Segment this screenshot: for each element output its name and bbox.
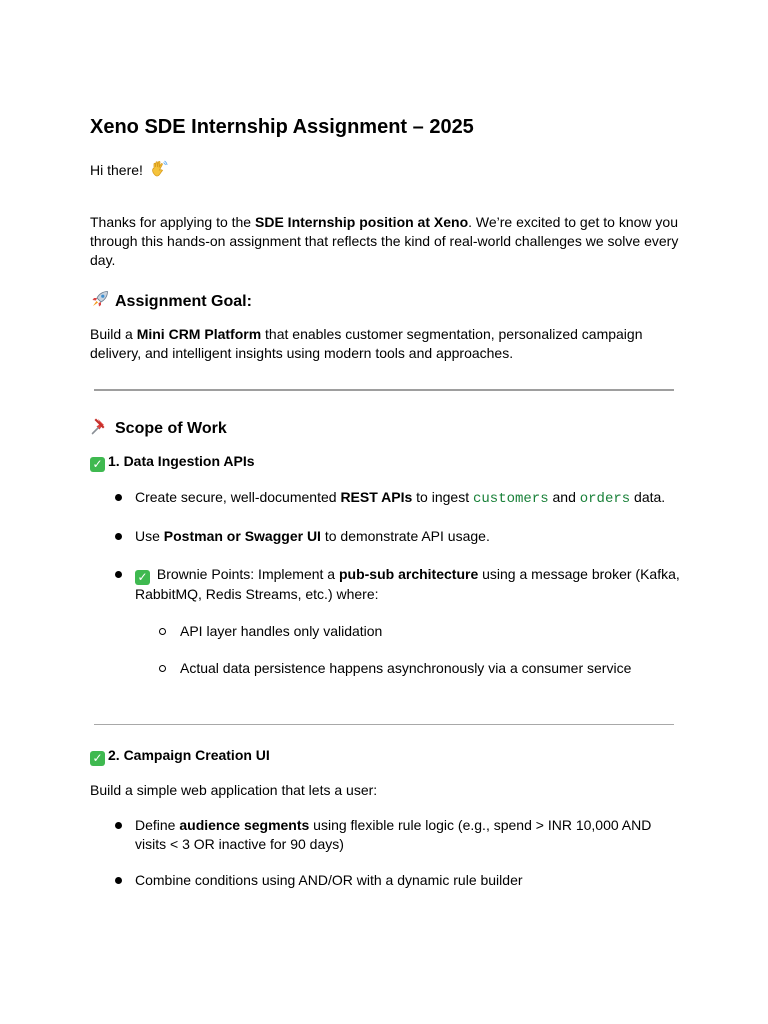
- intro-text-start: Thanks for applying to the: [90, 214, 255, 230]
- scope-heading: [90, 416, 227, 441]
- intro-bold-text: SDE Internship position at Xeno: [255, 214, 469, 230]
- data-ingestion-heading: [90, 453, 255, 472]
- bullet-icon: [115, 571, 122, 578]
- pushpin-icon: [90, 416, 110, 441]
- sub-list-item: API layer handles only validation: [180, 623, 383, 639]
- list-item-text: Create secure, well-documented: [135, 489, 341, 505]
- code-customers: customers: [472, 491, 549, 507]
- sub-list-item: Actual data persistence happens asynchronously via a consumer service: [180, 660, 632, 676]
- list-item-text: Define: [135, 817, 180, 833]
- list-item-bold: pub-sub architecture: [338, 566, 479, 582]
- list-item: [135, 488, 665, 509]
- list-item: [135, 816, 665, 854]
- sub-bullet-icon: [159, 665, 166, 672]
- list-item-text: Use: [135, 528, 164, 544]
- campaign-creation-heading-text: 2. Campaign Creation UI: [108, 747, 270, 763]
- check-mark-box-icon: ✓: [90, 751, 105, 766]
- list-item-text: to demonstrate API usage.: [320, 528, 490, 544]
- greeting: [90, 160, 168, 183]
- list-item-text: Brownie Points: Implement a: [153, 566, 339, 582]
- scope-heading-text: Scope of Work: [115, 420, 227, 437]
- assignment-goal-heading-text: Assignment Goal:: [115, 293, 252, 310]
- code-orders: orders: [579, 491, 631, 507]
- list-item: [135, 527, 490, 546]
- intro-paragraph: [90, 213, 680, 270]
- campaign-intro: Build a simple web application that lets a user:: [90, 782, 378, 798]
- horizontal-divider: [94, 389, 674, 391]
- list-item: Combine conditions using AND/OR with a dynamic rule builder: [135, 872, 523, 888]
- check-mark-box-icon: ✓: [135, 570, 150, 585]
- goal-text-start: Build a: [90, 326, 137, 342]
- bullet-icon: [115, 533, 122, 540]
- list-item-text: data.: [630, 489, 666, 505]
- list-item: [135, 565, 680, 604]
- document-title: Xeno SDE Internship Assignment – 2025: [90, 116, 474, 138]
- goal-text-end: that enables customer segmentation, personalized campaign delivery, and intelligent insights using modern tools and approaches.: [90, 326, 643, 361]
- list-item-text: using a message broker (Kafka, RabbitMQ, Redis Streams, etc.) where:: [135, 566, 680, 602]
- bullet-icon: [115, 877, 122, 884]
- list-item-text: to ingest: [412, 489, 473, 505]
- goal-paragraph: [90, 325, 680, 363]
- check-mark-box-icon: ✓: [90, 457, 105, 472]
- list-item-text: using flexible rule logic (e.g., spend > INR 10,000 AND visits < 3 OR inactive for 90 days): [135, 817, 652, 852]
- bullet-icon: [115, 822, 122, 829]
- campaign-creation-heading: [90, 747, 270, 766]
- horizontal-divider: [94, 724, 674, 725]
- sub-bullet-icon: [159, 628, 166, 635]
- goal-bold-text: Mini CRM Platform: [136, 326, 262, 342]
- greeting-text: Hi there!: [90, 162, 143, 178]
- data-ingestion-heading-text: 1. Data Ingestion APIs: [108, 453, 255, 469]
- rocket-icon: [90, 289, 110, 314]
- assignment-goal-heading: [90, 289, 252, 314]
- intro-text-end: . We’re excited to get to know you through this hands-on assignment that reflects the kind of real-world challenges we solve every day.: [90, 214, 679, 268]
- waving-hand-icon: [150, 160, 168, 183]
- list-item-bold: Postman or Swagger UI: [163, 528, 321, 544]
- list-item-text: and: [548, 489, 580, 505]
- list-item-bold: REST APIs: [340, 489, 413, 505]
- list-item-bold: audience segments: [179, 817, 310, 833]
- bullet-icon: [115, 494, 122, 501]
